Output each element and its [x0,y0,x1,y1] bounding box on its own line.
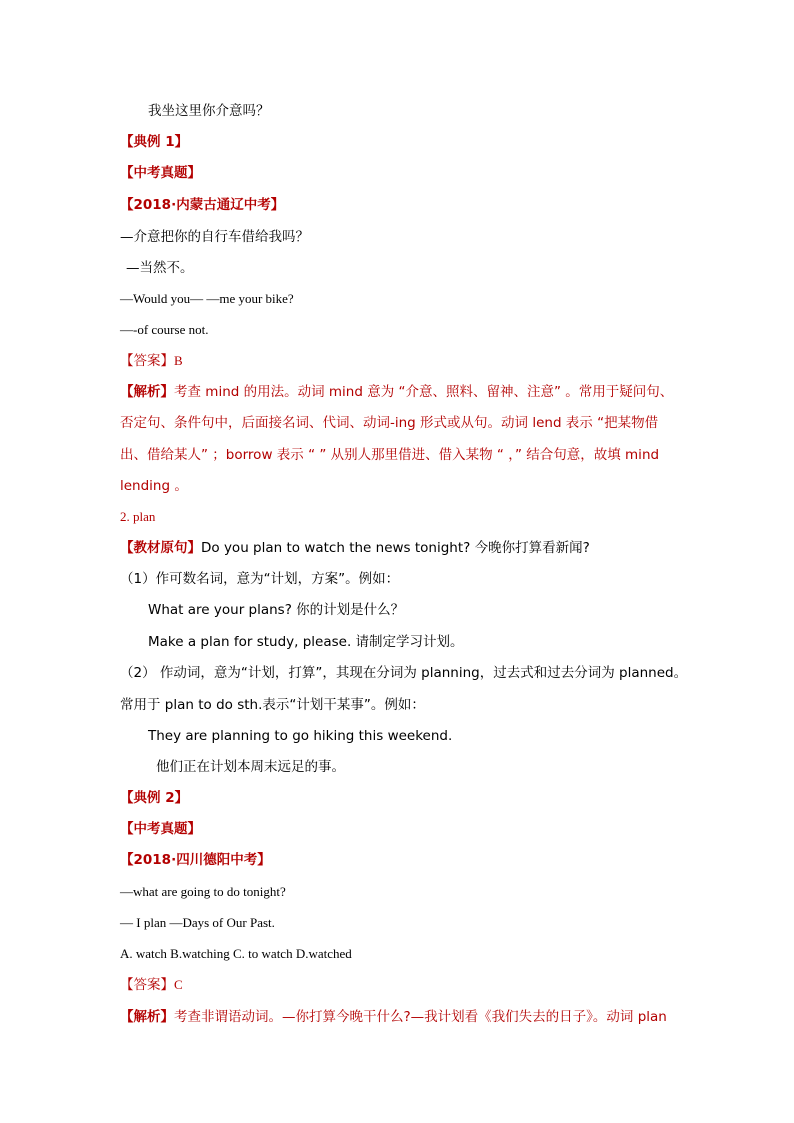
example2-question-2: — I plan —Days of Our Past. [120,915,275,930]
answer-value: C [174,977,183,992]
example1-analysis-line-3: 出、借给某人” ；borrow 表示 “ ” 从别人那里借进、借入某物 “ ，” 结合句意，故填 mind [120,447,660,463]
example1-analysis-line-4: lending 。 [120,478,188,494]
example2-source: 【中考真题】 [120,821,201,837]
plan-verb-example-zh: 他们正在计划本周末远足的事。 [156,759,345,775]
example1-question-en-1: —Would you— —me your bike? [120,291,294,306]
example2-exam: 【2018·四川德阳中考】 [120,852,271,868]
analysis-tag: 【解析】 [120,1009,174,1025]
example2-answer [120,976,680,994]
analysis-text: 考查 mind 的用法。动词 mind 意为 “介意、照料、留神、注意” 。常用于疑问句、 [174,384,674,400]
plan-noun-example-1: What are your plans? 你的计划是什么？ [148,602,405,618]
example1-source: 【中考真题】 [120,165,201,181]
example2-options: A. watch B.watching C. to watch D.watched [120,946,352,961]
example1-analysis-line-2: 否定句、条件句中，后面接名词、代词、动词-ing 形式或从句。动词 lend 表示 “把某物借 [120,415,659,431]
plan-noun-example-2: Make a plan for study, please. 请制定学习计划。 [148,634,464,650]
analysis-text: 考查非谓语动词。—你打算今晚干什么?—我计划看《我们失去的日子》。动词 plan [174,1009,667,1025]
example1-answer [120,352,680,370]
plan-verb-example-en: They are planning to go hiking this weekend. [148,728,453,744]
answer-tag: 【答案】 [120,353,174,369]
analysis-tag: 【解析】 [120,384,174,400]
plan-verb-definition-line-2: 常用于 plan to do sth.表示“计划干某事”。例如： [120,697,425,713]
example1-translation: 我坐这里你介意吗？ [148,103,270,119]
plan-heading: 2. plan [120,509,156,524]
example1-label: 【典例 1】 [120,134,189,150]
plan-verb-definition-line-1: （2） 作动词，意为“计划，打算”，其现在分词为 planning，过去式和过去分词为 planned。 [120,665,688,681]
example2-analysis [120,1008,680,1026]
example2-label: 【典例 2】 [120,790,189,806]
plan-noun-definition: （1）作可数名词，意为“计划，方案”。例如： [120,571,400,587]
example1-exam: 【2018·内蒙古通辽中考】 [120,197,285,213]
origin-text: Do you plan to watch the news tonight? 今晚你打算看新闻? [201,540,590,556]
example2-question-1: —what are going to do tonight? [120,884,286,899]
answer-tag: 【答案】 [120,977,174,993]
origin-tag: 【教材原句】 [120,540,201,556]
answer-value: B [174,353,183,368]
plan-origin [120,539,680,557]
example1-analysis-line-1 [120,383,680,401]
example1-question-zh-1: —介意把你的自行车借给我吗？ [120,229,309,245]
example1-question-zh-2: —当然不。 [126,260,194,276]
example1-question-en-2: —-of course not. [120,322,209,337]
